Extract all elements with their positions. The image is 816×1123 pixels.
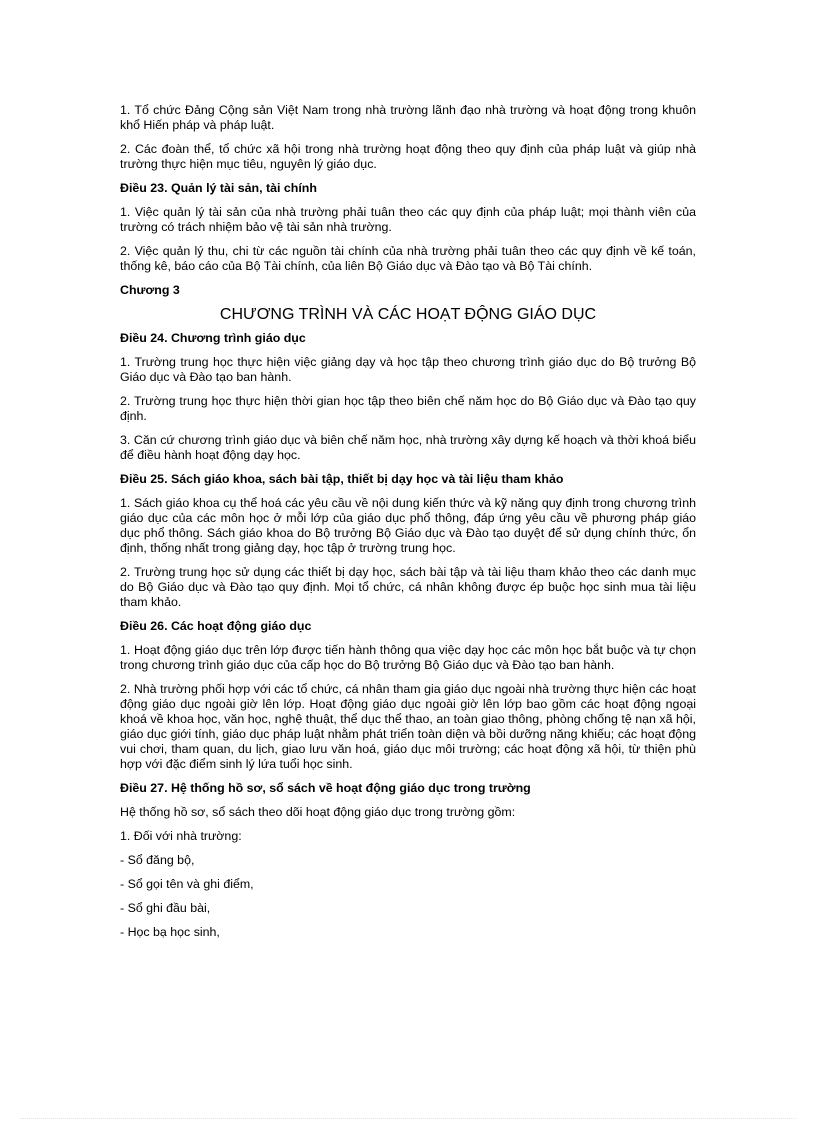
paragraph: 1. Tổ chức Đảng Cộng sản Việt Nam trong nhà trường lãnh đạo nhà trường và hoạt động trong khuôn khổ Hiến pháp và pháp luật. <box>120 103 696 132</box>
paragraph: 1. Hoạt động giáo dục trên lớp được tiến hành thông qua việc dạy học các môn học bắt buộc và tự chọn trong chương trình giáo dục của cấp học do Bộ trưởng Bộ Giáo dục và Đào tạo ban hành. <box>120 643 696 672</box>
sub-heading: 1. Đối với nhà trường: <box>120 829 242 843</box>
paragraph: 1. Việc quản lý tài sản của nhà trường phải tuân theo các quy định của pháp luật; mọi thành viên của trường có trách nhiệm bảo vệ tài sản nhà trường. <box>120 205 696 234</box>
paragraph: 2. Trường trung học sử dụng các thiết bị dạy học, sách bài tập và tài liệu tham khảo theo các danh mục do Bộ Giáo dục và Đào tạo quy định. Mọi tổ chức, cá nhân không được ép buộc học sinh mua tài liệu tham khảo. <box>120 565 696 609</box>
article-heading: Điều 23. Quản lý tài sản, tài chính <box>120 181 317 195</box>
paragraph: 2. Các đoàn thể, tổ chức xã hội trong nhà trường hoạt động theo quy định của pháp luật và giúp nhà trường thực hiện mục tiêu, nguyên lý giáo dục. <box>120 142 696 171</box>
paragraph: Hệ thống hồ sơ, sổ sách theo dõi hoạt động giáo dục trong trường gồm: <box>120 805 516 819</box>
paragraph: 1. Sách giáo khoa cụ thể hoá các yêu cầu về nội dung kiến thức và kỹ năng quy định trong chương trình giáo dục của các môn học ở mỗi lớp của giáo dục phổ thông, đáp ứng yêu cầu về phương pháp giáo dục phổ thông. Sách giáo khoa do Bộ trưởng Bộ Giáo dục và Đào tạo duyệt để sử dụng chính thức, ổn định, thống nhất trong giảng dạy, học tập ở trường trung học. <box>120 496 696 555</box>
chapter-title: CHƯƠNG TRÌNH VÀ CÁC HOẠT ĐỘNG GIÁO DỤC <box>219 306 597 323</box>
paragraph: 2. Trường trung học thực hiện thời gian học tập theo biên chế năm học do Bộ Giáo dục và Đào tạo quy định. <box>120 394 696 423</box>
list-item: - Học bạ học sinh, <box>120 925 220 939</box>
article-heading: Điều 27. Hệ thống hồ sơ, sổ sách về hoạt động giáo dục trong trường <box>120 781 531 795</box>
paragraph: 1. Trường trung học thực hiện việc giảng dạy và học tập theo chương trình giáo dục do Bộ trưởng Bộ Giáo dục và Đào tạo ban hành. <box>120 355 696 384</box>
list-item: - Sổ gọi tên và ghi điểm, <box>120 877 254 891</box>
article-heading: Điều 24. Chương trình giáo dục <box>120 331 306 345</box>
document-page <box>120 103 696 949</box>
paragraph: 2. Việc quản lý thu, chi từ các nguồn tài chính của nhà trường phải tuân theo các quy định về kế toán, thống kê, báo cáo của Bộ Tài chính, của liên Bộ Giáo dục và Đào tạo và Bộ Tài chính. <box>120 244 696 273</box>
list-item: - Sổ đăng bộ, <box>120 853 195 867</box>
paragraph: 3. Căn cứ chương trình giáo dục và biên chế năm học, nhà trường xây dựng kế hoạch và thời khoá biểu để điều hành hoạt động dạy học. <box>120 433 696 462</box>
article-heading: Điều 26. Các hoạt động giáo dục <box>120 619 312 633</box>
list-item: - Sổ ghi đầu bài, <box>120 901 211 915</box>
paragraph: 2. Nhà trường phối hợp với các tổ chức, cá nhân tham gia giáo dục ngoài nhà trường thực hiện các hoạt động giáo dục ngoài giờ lên lớp. Hoạt động giáo dục ngoài giờ lên lớp bao gồm các hoạt động ngoại khoá về khoa học, văn học, nghệ thuật, thể dục thể thao, an toàn giao thông, phòng chống tệ nạn xã hội, giáo dục giới tính, giáo dục pháp luật nhằm phát triển toàn diện và bồi dưỡng năng khiếu; các hoạt động vui chơi, tham quan, du lịch, giao lưu văn hoá, giáo dục môi trường; các hoạt động xã hội, từ thiện phù hợp với đặc điểm sinh lý lứa tuổi học sinh. <box>120 682 696 771</box>
chapter-label: Chương 3 <box>120 283 180 297</box>
article-heading: Điều 25. Sách giáo khoa, sách bài tập, thiết bị dạy học và tài liệu tham khảo <box>120 472 564 486</box>
page-bottom-rule <box>20 1118 796 1119</box>
